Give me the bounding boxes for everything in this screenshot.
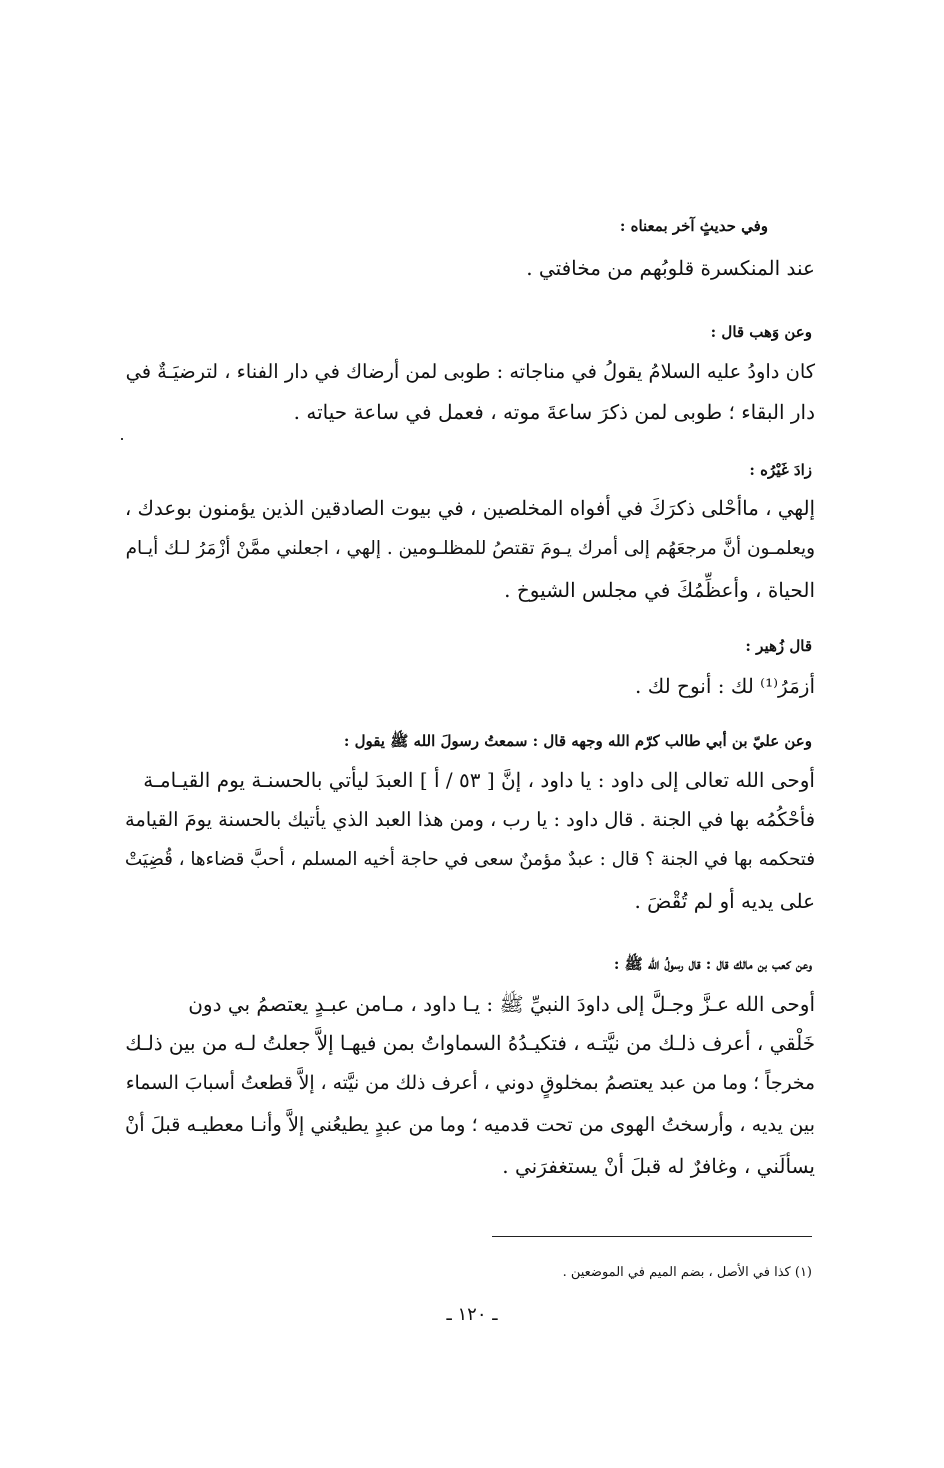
- section-heading: وعن عليّ بن أبي طالب كرّم الله وجهه قال : سمعتُ رسولَ الله ﷺ يقول :: [343, 732, 812, 750]
- paragraph-line: ويعلمـون أنَّ مرجعَهُم إلى أمرك يـومَ تقتصُ للمظلـومين . إلهي ، اجعلني ممَّنْ أزْمَرُ لـك أيـام: [125, 538, 815, 559]
- print-speck: [121, 438, 123, 440]
- paragraph-line: دار البقاء ؛ طوبى لمن ذكرَ ساعةَ موته ، فعمل في ساعة حياته .: [293, 400, 815, 424]
- paragraph-line: يسألَني ، وغافرٌ له قبلَ أنْ يستغفرَني .: [502, 1154, 815, 1178]
- paragraph-line: كان داودُ عليه السلامُ يقولُ في مناجاته : طوبى لمن أرضاك في دار الفناء ، لترضيَـةٌ في: [125, 360, 815, 383]
- paragraph-line: مخرجاً ؛ وما من عبد يعتصمُ بمخلوقٍ دوني ، أعرف ذلك من نيَّته ، إلاَّ قطعتُ أسبابَ السماء: [125, 1073, 815, 1094]
- section-heading: وعن كعب بن مالك قال : قال رسولُ الله ﷺ :: [613, 955, 812, 973]
- paragraph-line: خَلْقي ، أعرف ذلـك من نيَّتـه ، فتكيـدُهُ السماواتُ بمن فيهـا إلاَّ جعلتُ لـه من بين ذلـك: [125, 1032, 815, 1055]
- section-heading: قال زُهير :: [745, 637, 812, 655]
- section-heading: زادَ غَيْرُه :: [749, 461, 812, 479]
- section-heading: وعن وَهب قال :: [710, 323, 812, 341]
- paragraph-line: أزمَرُ⁽¹⁾ لك : أنوح لك .: [635, 674, 815, 698]
- section-heading: وفي حديثٍ آخر بمعناه :: [619, 217, 768, 235]
- paragraph-line: أوحى الله تعالى إلى داود : يا داود ، إنَّ [ ٥٣ / أ ] العبدَ ليأتي بالحسنـة يوم القيـامـة: [143, 768, 815, 792]
- paragraph-line: أوحى الله عـزَّ وجـلَّ إلى داودَ النبيِّ ﷺ : يـا داود ، مـامن عبـدٍ يعتصمُ بي دون: [188, 992, 815, 1016]
- paragraph-line: إلهي ، ماأحْلى ذكرَكَ في أفواه المخلصين ، في بيوت الصادقين الذين يؤمنون بوعدك ،: [124, 497, 815, 520]
- paragraph-line: بين يديه ، وأرسختُ الهوى من تحت قدميه ؛ وما من عبدٍ يطيعُني إلاَّ وأنـا معطيـه قبلَ أنْ: [125, 1113, 815, 1136]
- paragraph-line: عند المنكسرة قلوبُهم من مخافتي .: [526, 256, 815, 280]
- paragraph-line: فتحكمه بها في الجنة ؟ قال : عبدٌ مؤمنٌ سعى في حاجة أخيه المسلم ، أحبَّ قضاءها ، قُضِيَتْ: [124, 849, 815, 870]
- paragraph-line: فأحْكُمُه بها في الجنة . قال داود : يا رب ، ومن هذا العبد الذي يأتيك بالحسنة يومَ القيامة: [125, 808, 815, 831]
- footnote: (١) كذا في الأصل ، بضم الميم في الموضعين .: [562, 1265, 812, 1280]
- footnote-separator: [492, 1236, 812, 1237]
- page-number: ـ ١٢٠ ـ: [446, 1304, 498, 1325]
- paragraph-line: الحياة ، وأعظِّمُكَ في مجلس الشيوخ .: [504, 578, 815, 602]
- paragraph-line: على يديه أو لم تُقْضَ .: [634, 889, 815, 913]
